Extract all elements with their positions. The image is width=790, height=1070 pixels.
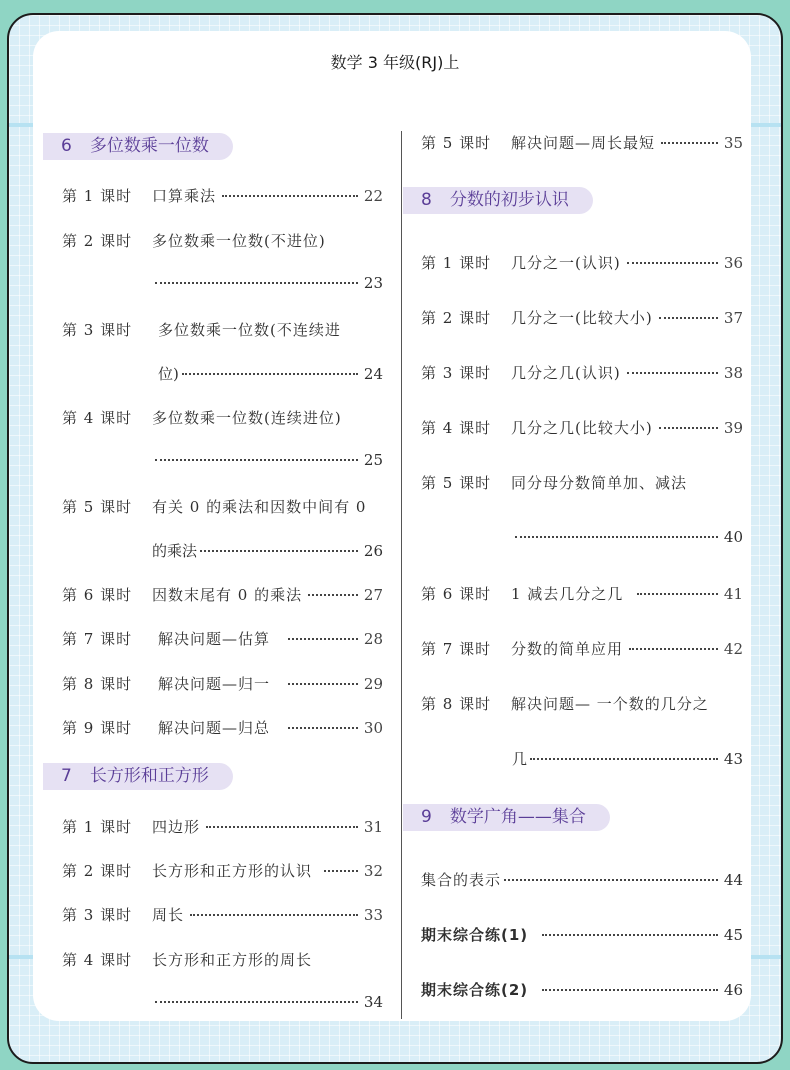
- toc-entry[interactable]: 第 1 课时 口算乘法 22: [62, 187, 383, 205]
- toc-entry-continuation[interactable]: 的乘法 26: [152, 542, 383, 560]
- section-title: 长方形和正方形: [89, 766, 209, 786]
- toc-entry-continuation[interactable]: 几 43: [512, 750, 743, 768]
- toc-entry[interactable]: 第 3 课时 周长 33: [62, 906, 383, 924]
- toc-entry[interactable]: 第 2 课时 多位数乘一位数(不进位): [62, 232, 326, 250]
- section-7-heading[interactable]: [43, 763, 233, 790]
- toc-entry-continuation[interactable]: 25: [152, 451, 383, 469]
- toc-entry[interactable]: 第 4 课时 多位数乘一位数(连续进位): [62, 409, 342, 427]
- toc-entry[interactable]: 第 8 课时 解决问题—归一 29: [62, 675, 383, 693]
- section-6-heading[interactable]: [43, 133, 233, 160]
- toc-entry[interactable]: 第 7 课时 解决问题—估算 28: [62, 630, 383, 648]
- section-title: 分数的初步认识: [449, 190, 569, 210]
- toc-entry-continuation[interactable]: 23: [152, 274, 383, 292]
- section-number: 8: [421, 190, 432, 210]
- toc-entry[interactable]: 第 5 课时 同分母分数简单加、减法: [421, 474, 688, 492]
- toc-entry[interactable]: 第 9 课时 解决问题—归总 30: [62, 719, 383, 737]
- toc-entry[interactable]: 第 4 课时 几分之几(比较大小) 39: [421, 419, 743, 437]
- toc-entry[interactable]: 期末综合练(1) 45: [421, 926, 743, 944]
- toc-entry[interactable]: 第 7 课时 分数的简单应用 42: [421, 640, 743, 658]
- toc-entry[interactable]: 第 2 课时 长方形和正方形的认识 32: [62, 862, 383, 880]
- toc-entry[interactable]: 第 3 课时 多位数乘一位数(不连续进: [62, 321, 341, 339]
- toc-entry[interactable]: 集合的表示 44: [421, 871, 743, 889]
- toc-entry[interactable]: 第 5 课时 有关 0 的乘法和因数中间有 0: [62, 498, 367, 516]
- section-title: 数学广角——集合: [449, 807, 586, 827]
- toc-entry[interactable]: 第 8 课时 解决问题— 一个数的几分之: [421, 695, 709, 713]
- column-divider: [401, 131, 402, 1019]
- toc-entry[interactable]: 第 1 课时 四边形 31: [62, 818, 383, 836]
- toc-entry[interactable]: 期末综合练(2) 46: [421, 981, 743, 999]
- section-number: 9: [421, 807, 432, 827]
- toc-entry-continuation[interactable]: 40: [512, 528, 743, 546]
- toc-entry[interactable]: 第 6 课时 1 减去几分之几 41: [421, 585, 743, 603]
- page-title: 数学 3 年级(RJ)上: [330, 53, 460, 72]
- section-number: 6: [61, 136, 72, 156]
- toc-entry[interactable]: 第 4 课时 长方形和正方形的周长: [62, 951, 313, 969]
- section-9-heading[interactable]: [403, 804, 610, 831]
- toc-entry[interactable]: 第 5 课时 解决问题—周长最短 35: [421, 134, 743, 152]
- toc-entry[interactable]: 第 6 课时 因数末尾有 0 的乘法 27: [62, 586, 383, 604]
- toc-entry[interactable]: 第 3 课时 几分之几(认识) 38: [421, 364, 743, 382]
- section-8-heading[interactable]: [403, 187, 593, 214]
- section-number: 7: [61, 766, 72, 786]
- section-title: 多位数乘一位数: [89, 136, 209, 156]
- toc-entry[interactable]: 第 1 课时 几分之一(认识) 36: [421, 254, 743, 272]
- toc-entry-continuation[interactable]: 34: [152, 993, 383, 1011]
- toc-entry-continuation[interactable]: 位) 24: [158, 365, 383, 383]
- toc-entry[interactable]: 第 2 课时 几分之一(比较大小) 37: [421, 309, 743, 327]
